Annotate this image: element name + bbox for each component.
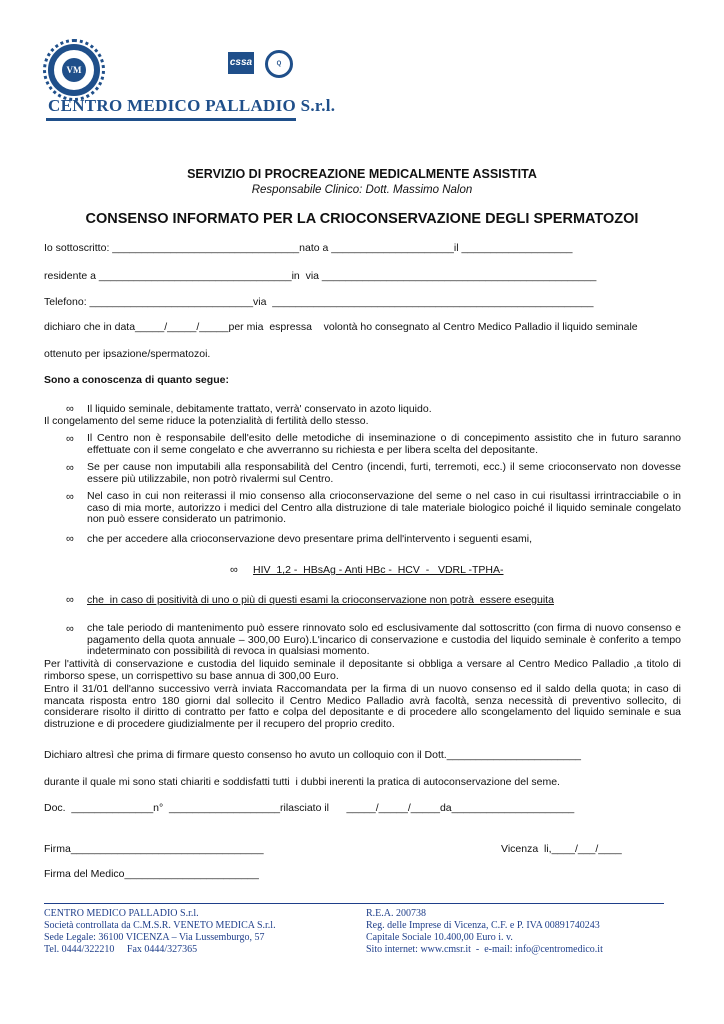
form-line-phone[interactable]: Telefono: ____________________________via _______________________________________________________ [44,296,594,308]
exam-list: HIV 1,2 - HBsAg - Anti HBc - HCV - VDRL -TPHA- [253,564,504,576]
certification-logo: cssa [228,52,254,74]
logo-initials: VM [62,58,86,82]
doctor-signature-field[interactable]: Firma del Medico_______________________ [44,868,259,880]
service-title: SERVIZIO DI PROCREAZIONE MEDICALMENTE ASSISTITA [187,167,537,181]
clause-fertility-note: Il congelamento del seme riduce la potenzialità di fertilità dello stesso. [44,415,369,427]
clause-storage: Il liquido seminale, debitamente trattato, verrà' conservato in azoto liquido. [87,403,432,415]
bullet-icon: ∞ [66,623,74,635]
document-title: CONSENSO INFORMATO PER LA CRIOCONSERVAZIONE DEGLI SPERMATOZOI [85,211,639,227]
bullet-icon: ∞ [66,403,74,415]
quality-seal-icon: Q [265,50,293,78]
bullet-icon: ∞ [66,594,74,606]
footer-capital: Capitale Sociale 10.400,00 Euro i. v. [366,932,513,943]
bullet-icon: ∞ [66,533,74,545]
declaration-doctor[interactable]: Dichiaro altresì che prima di firmare questo consenso ho avuto un colloquio con il Dott._______________________ [44,749,582,761]
form-line-name[interactable]: Io sottoscritto: ________________________________nato a _____________________il ___________________ [44,242,573,254]
footer-phone: Tel. 0444/322210 Fax 0444/327365 [44,944,198,955]
footer-registry: Reg. delle Imprese di Vicenza, C.F. e P. IVA 00891740243 [366,920,600,931]
paragraph-fee: Per l'attività di conservazione e custodia del liquido seminale il depositante si obbliga a versare al Centro Medico Palladio ,a titolo di rimborso spese, un corrispettivo su base annua di 300,00 Euro. [44,658,681,682]
company-name: CENTRO MEDICO PALLADIO S.r.l. [48,96,336,115]
footer-divider [44,903,664,904]
footer-contacts: Sito internet: www.cmsr.it - e-mail: info@centromedico.it [366,944,603,955]
bullet-icon: ∞ [66,491,74,503]
bullet-icon: ∞ [66,433,74,445]
clause-destruction: Nel caso in cui non reiterassi il mio consenso alla crioconservazione del seme o nel caso in cui risultassi irrintracciabile o in caso di mia morte, autorizzo i medici del Centro alla distruzione di tale materiale biologico poiché il liquido seminale congelato non può essere considerato un patrimonio. [87,490,681,526]
responsible-physician: Responsabile Clinico: Dott. Massimo Nalon [251,184,473,196]
form-line-method: ottenuto per ipsazione/spermatozoi. [44,348,211,360]
patient-signature-field[interactable]: Firma_________________________________ [44,843,264,855]
footer-rea: R.E.A. 200738 [366,908,426,919]
header-divider [46,118,296,121]
place-date-field[interactable]: Vicenza li,____/___/____ [501,843,622,855]
form-line-date[interactable]: dichiaro che in data_____/_____/_____per mia espressa volontà ho consegnato al Centro Medico Palladio il liquido seminale [44,321,638,333]
bullet-icon: ∞ [66,462,74,474]
clause-responsibility: Il Centro non è responsabile dell'esito delle metodiche di inseminazione o di concepimento assistito che in futuro saranno effettuate con il seme congelato e che avverranno su richiesta e per libera scelta del depositante. [87,432,681,456]
footer-company: CENTRO MEDICO PALLADIO S.r.l. [44,908,199,919]
bullet-icon: ∞ [230,564,238,576]
clause-renewal: che tale periodo di mantenimento può essere rinnovato solo ed esclusivamente dal sottoscritto (con firma di nuovo consenso e pagamento della quota annuale – 300,00 Euro).L'incarico di conservazione e custodia del liquido seminale è conferito a tempo indeterminato con possibilità di revoca in qualsiasi momento. [87,622,681,658]
form-line-address[interactable]: residente a _________________________________in via _______________________________________________ [44,270,597,282]
paragraph-renewal-terms: Entro il 31/01 dell'anno successivo verrà inviata Raccomandata per la firma di un nuovo consenso ed il saldo della quota; in caso di mancata risposta entro 180 giorni dal sollecito il Centro Medico Palladio avrà facoltà, senza necessità di preventivo sollecito, di considerare risolto il diritto di contratto per fatto e colpa del depositante e di procedere allo scongelamento del liquido seminale e sua distruzione e di procedere giudizialmente per il recupero del proprio credito. [44,683,681,730]
clause-positive-exams: che in caso di positività di uno o più di questi esami la crioconservazione non potrà essere eseguita [87,594,554,606]
footer-address: Sede Legale: 36100 VICENZA – Via Lussemburgo, 57 [44,932,265,943]
document-id-line[interactable]: Doc. ______________n° ___________________rilasciato il _____/_____/_____da_____________________ [44,802,575,814]
footer-parent: Società controllata da C.M.S.R. VENETO MEDICA S.r.l. [44,920,276,931]
clause-exams-required: che per accedere alla crioconservazione devo presentare prima dell'intervento i seguenti esami, [87,533,532,545]
section-heading: Sono a conoscenza di quanto segue: [44,374,229,386]
clause-force-majeure: Se per cause non imputabili alla responsabilità del Centro (incendi, furti, terremoti, ecc.) il seme crioconservato non dovesse essere più utilizzabile, non potrò rivalermi sul Centro. [87,461,681,485]
company-logo [48,44,100,96]
declaration-understood: durante il quale mi sono stati chiariti e soddisfatti tutti i dubbi inerenti la pratica di autoconservazione del seme. [44,776,560,788]
